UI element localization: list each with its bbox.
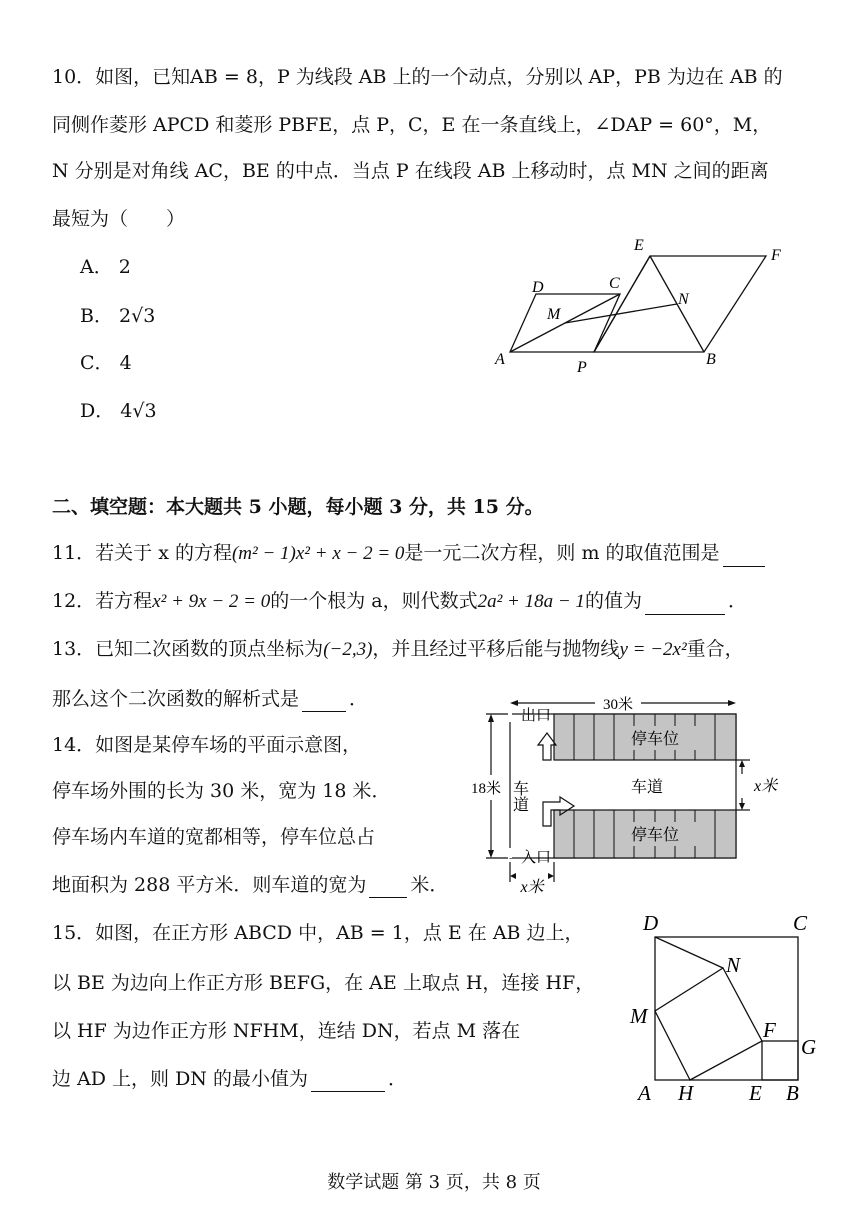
- label-e: E: [634, 237, 644, 254]
- choice-value: 4√3: [120, 400, 157, 422]
- q13-answer-blank: [302, 693, 346, 712]
- q10-line-4: 最短为（ ）: [52, 208, 186, 230]
- q10-choice-c: [80, 350, 132, 376]
- label-c: C: [793, 911, 808, 935]
- q14-line-2: 停车场外围的长为 30 米，宽为 18 米．: [52, 780, 391, 802]
- page-footer: 数学试题 第 3 页，共 8 页: [327, 1172, 541, 1193]
- q15-line-1: 15．如图，在正方形 ABCD 中，AB = 1，点 E 在 AB 边上，: [52, 922, 584, 944]
- q10-choice-a: [80, 254, 131, 280]
- choice-value: 2: [118, 256, 131, 278]
- q10-line-1: 10．如图，已知AB = 8，P 为线段 AB 上的一个动点，分别以 AP，PB 为边在 AB 的: [52, 66, 783, 88]
- q13-line-1: [52, 636, 744, 663]
- label-f: F: [771, 247, 781, 264]
- q15-line-3: 以 HF 为边作正方形 NFHM，连结 DN，若点 M 落在: [52, 1020, 521, 1042]
- q12-line: 12．若方程x² + 9x − 2 = 0的一个根为 a，则代数式2a² + 18a − 1的值为 ．: [52, 588, 747, 615]
- label-c: C: [609, 275, 620, 292]
- label-d: D: [532, 279, 544, 296]
- q13-text-c: 重合，: [686, 638, 744, 660]
- q12-mid: 的一个根为 a，则代数式: [270, 590, 478, 612]
- choice-value: 4: [119, 352, 132, 374]
- exit-label: 出口: [520, 708, 552, 724]
- q12-suffix: 的值为: [584, 590, 642, 612]
- q13-vertex: (−2,3): [323, 639, 373, 660]
- q13-text-2: 那么这个二次函数的解析式是: [52, 688, 300, 710]
- q13-line-2: 那么这个二次函数的解析式是 ．: [52, 688, 369, 710]
- q15-line-4: [52, 1066, 407, 1092]
- q11-suffix: 是一元二次方程，则 m 的取值范围是: [404, 542, 720, 564]
- q14-line-3: 停车场内车道的宽都相等，停车位总占: [52, 826, 376, 848]
- q12-answer-blank: [645, 596, 725, 615]
- label-m: M: [547, 306, 561, 323]
- square-befg: [762, 1041, 798, 1080]
- label-a: A: [495, 351, 505, 368]
- choice-label: C．: [80, 352, 114, 374]
- q10-choice-d: [80, 398, 157, 424]
- label-g: G: [801, 1035, 817, 1059]
- choice-label: B．: [80, 305, 113, 327]
- q13-text-a: 13．已知二次函数的顶点坐标为: [52, 638, 324, 660]
- q15-figure: [626, 906, 826, 1112]
- section-2-heading: 二、填空题：本大题共 5 小题，每小题 3 分，共 15 分。: [52, 496, 544, 518]
- parking-spot-top: 停车位: [630, 731, 680, 748]
- q10-choice-b: [80, 303, 155, 329]
- q14-answer-blank: [369, 879, 407, 898]
- width-label: 30米: [602, 697, 634, 713]
- q12-prefix: 12．若方程: [52, 590, 153, 612]
- q15-text-b: ．: [387, 1068, 407, 1090]
- q14-text-b: 米．: [410, 874, 449, 896]
- parking-spot-bottom: 停车位: [630, 827, 680, 844]
- q14-figure: [468, 690, 788, 900]
- label-p: P: [577, 359, 587, 376]
- q11-equation: (m² − 1)x² + x − 2 = 0: [231, 543, 405, 564]
- label-a: A: [638, 1081, 651, 1105]
- q12-expression: 2a² + 18a − 1: [477, 591, 585, 612]
- q15-line-2: 以 BE 为边向上作正方形 BEFG，在 AE 上取点 H，连接 HF，: [52, 972, 595, 994]
- entrance-label: 入口: [520, 850, 552, 866]
- choice-label: D．: [80, 400, 115, 422]
- choice-label: A．: [80, 256, 113, 278]
- q15-text-a: 边 AD 上，则 DN 的最小值为: [52, 1068, 308, 1090]
- q14-line-1: 14．如图是某停车场的平面示意图，: [52, 734, 362, 756]
- q11-line: [52, 540, 768, 567]
- lane-width-label: x米: [520, 879, 544, 896]
- road-label: 车道: [630, 779, 664, 796]
- q14-line-4: [52, 872, 448, 898]
- q11-prefix: 11．若关于 x 的方程: [52, 542, 232, 564]
- q12-equation: x² + 9x − 2 = 0: [152, 591, 271, 612]
- road-width-label: x米: [754, 778, 778, 795]
- q11-answer-blank: [723, 548, 765, 567]
- label-h: H: [678, 1081, 694, 1105]
- q10-line-3: N 分别是对角线 AC，BE 的中点．当点 P 在线段 AB 上移动时，点 MN 之间的距离: [52, 160, 769, 182]
- q14-text-a: 地面积为 288 平方米．则车道的宽为: [52, 874, 367, 896]
- choice-value: 2√3: [119, 305, 156, 327]
- label-n: N: [726, 953, 741, 977]
- q10-line-2: 同侧作菱形 APCD 和菱形 PBFE，点 P，C，E 在一条直线上，∠DAP = 60°，M，: [52, 114, 772, 136]
- q10-figure: [490, 232, 800, 382]
- q13-text-b: ，并且经过平移后能与抛物线: [372, 638, 620, 660]
- label-m: M: [630, 1004, 648, 1028]
- lane-label: 车道: [510, 780, 528, 812]
- square-nfhm: [655, 968, 762, 1080]
- height-label: 18米: [471, 781, 502, 797]
- q15-answer-blank: [311, 1073, 385, 1092]
- label-d: D: [643, 911, 659, 935]
- label-b: B: [786, 1081, 799, 1105]
- label-f: F: [763, 1018, 776, 1042]
- label-e: E: [749, 1081, 762, 1105]
- label-n: N: [678, 291, 689, 308]
- q13-parabola: y = −2x²: [619, 639, 687, 660]
- label-b: B: [706, 351, 716, 368]
